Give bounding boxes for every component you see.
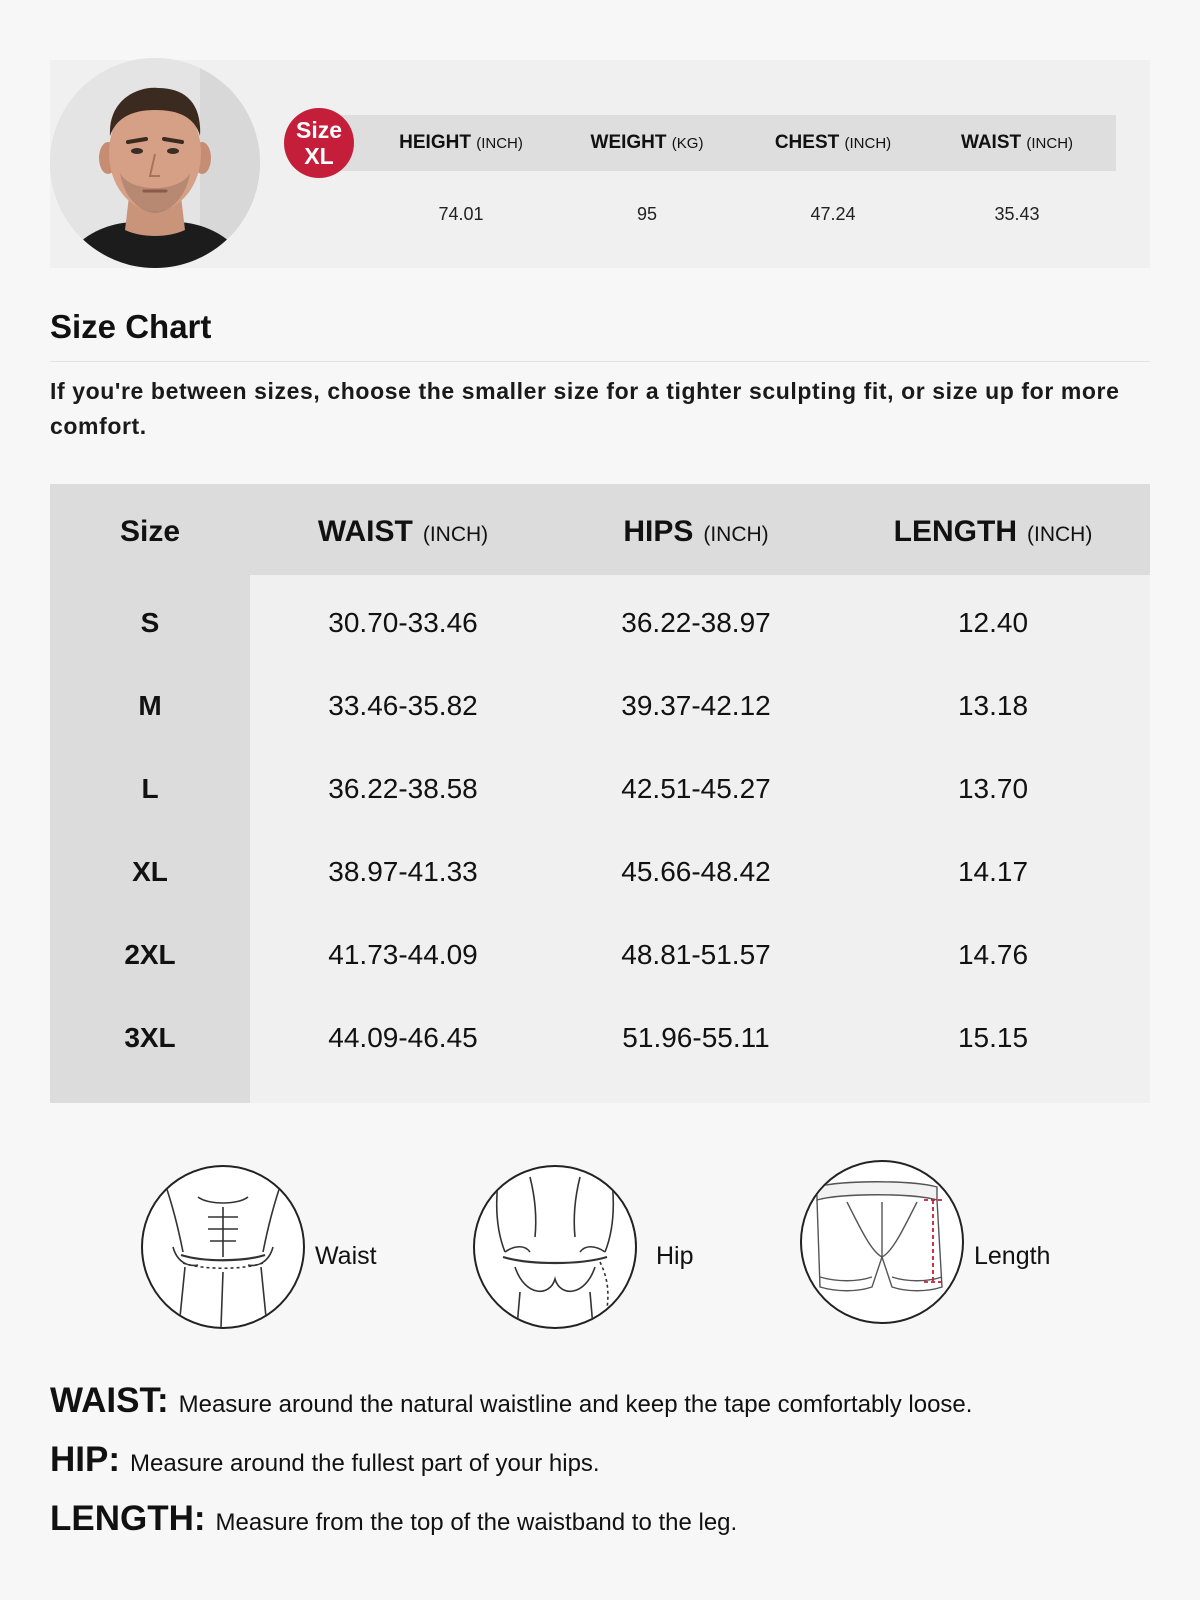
model-value-height: 74.01 (438, 204, 484, 224)
model-value-weight: 95 (636, 204, 658, 224)
model-avatar (50, 58, 260, 268)
cell-length: 14.17 (957, 856, 1029, 887)
cell-size: L (141, 773, 159, 804)
model-header-chest: CHEST (INCH) (774, 132, 892, 153)
waist-illustration-label: Waist (315, 1242, 377, 1270)
waist-measure-icon (141, 1165, 305, 1329)
header-length: LENGTH (INCH) (893, 515, 1093, 548)
cell-hips: 48.81-51.57 (621, 939, 771, 970)
cell-hips: 36.22-38.97 (621, 607, 771, 638)
definition-term: WAIST: (50, 1381, 169, 1420)
definition-text: Measure around the natural waistline and keep the tape comfortably loose. (178, 1391, 973, 1418)
cell-size: XL (132, 856, 168, 887)
size-table (50, 484, 1150, 1103)
size-badge (284, 108, 354, 178)
length-measure-icon (800, 1160, 964, 1324)
cell-size: S (140, 607, 160, 638)
size-chart-title: Size Chart (50, 308, 212, 345)
cell-length: 15.15 (957, 1022, 1029, 1053)
table-row (50, 913, 1150, 996)
model-header-weight: WEIGHT (KG) (590, 132, 704, 153)
hip-illustration-label: Hip (656, 1242, 694, 1270)
cell-waist: 41.73-44.09 (328, 939, 478, 970)
hip-measure-icon (473, 1165, 637, 1329)
definition-length (50, 1499, 737, 1539)
cell-waist: 30.70-33.46 (328, 607, 478, 638)
cell-length: 12.40 (957, 607, 1029, 638)
definition-waist (50, 1381, 972, 1421)
cell-size: 2XL (124, 939, 176, 970)
cell-hips: 39.37-42.12 (621, 690, 771, 721)
size-chart-note: If you're between sizes, choose the smaller size for a tighter sculpting fit, or size up for more comfort. (50, 378, 1120, 439)
table-row (50, 996, 1150, 1079)
model-header-waist: WAIST (INCH) (960, 132, 1074, 153)
definition-text: Measure from the top of the waistband to the leg. (215, 1509, 738, 1536)
cell-length: 14.76 (957, 939, 1029, 970)
definition-term: HIP: (50, 1440, 120, 1479)
size-badge-label: Size (295, 117, 343, 143)
table-row (50, 830, 1150, 913)
divider (50, 361, 1150, 362)
table-row (50, 747, 1150, 830)
cell-waist: 38.97-41.33 (328, 856, 478, 887)
table-row (50, 664, 1150, 747)
table-row (50, 581, 1150, 664)
cell-length: 13.18 (957, 690, 1029, 721)
model-stats-header (318, 115, 1116, 171)
cell-hips: 45.66-48.42 (621, 856, 771, 887)
cell-size: 3XL (124, 1022, 176, 1053)
cell-waist: 44.09-46.45 (328, 1022, 478, 1053)
cell-hips: 51.96-55.11 (622, 1022, 770, 1053)
model-header-height: HEIGHT (INCH) (399, 132, 523, 153)
header-hips: HIPS (INCH) (623, 515, 769, 548)
length-illustration-label: Length (974, 1242, 1051, 1270)
cell-hips: 42.51-45.27 (621, 773, 771, 804)
cell-waist: 36.22-38.58 (328, 773, 478, 804)
header-waist: WAIST (INCH) (317, 515, 489, 548)
definition-text: Measure around the fullest part of your hips. (130, 1450, 600, 1477)
cell-waist: 33.46-35.82 (328, 690, 478, 721)
size-badge-value: XL (304, 143, 334, 169)
cell-length: 13.70 (957, 773, 1029, 804)
definition-hip (50, 1440, 600, 1480)
model-value-chest: 47.24 (810, 204, 856, 224)
header-size: Size (119, 515, 181, 548)
definition-term: LENGTH: (50, 1499, 206, 1538)
model-value-waist: 35.43 (994, 204, 1040, 224)
cell-size: M (138, 690, 162, 721)
